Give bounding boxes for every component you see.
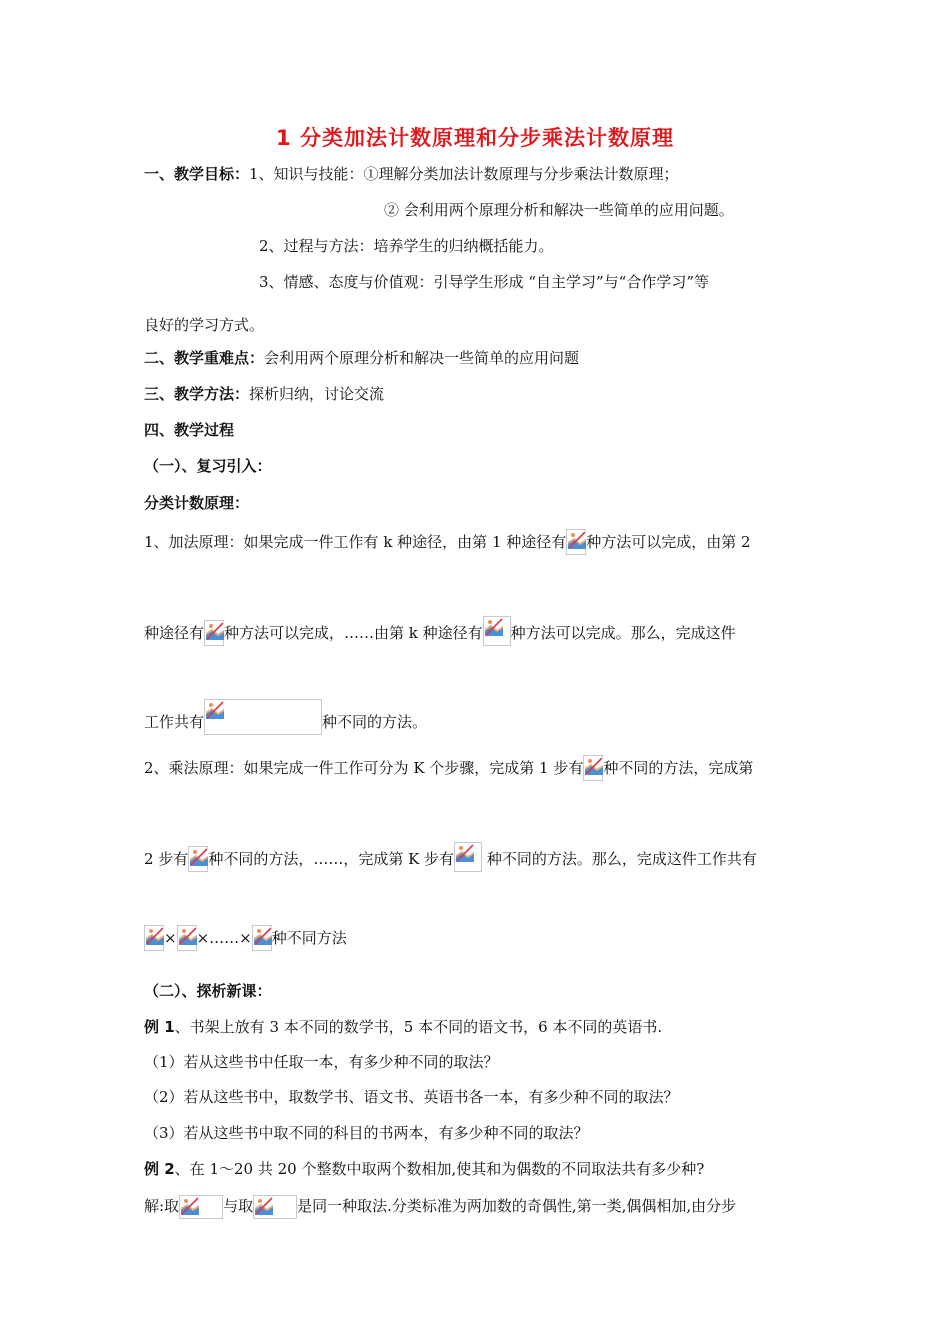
formula-image-icon <box>204 620 224 646</box>
formula-image-icon <box>566 529 586 555</box>
add-rule-text-1b: 种方法可以完成，由第 2 <box>586 533 751 551</box>
add-rule-text-2b: 种方法可以完成，……由第 k 种途径有 <box>224 624 483 642</box>
example-1-line <box>144 1016 662 1038</box>
mul-rule-text-2c: 种不同的方法。那么，完成这件工作共有 <box>482 850 757 868</box>
example-1-label: 例 1 <box>144 1018 175 1036</box>
formula-image-icon <box>204 699 322 735</box>
methods-text: 探析归纳，讨论交流 <box>249 385 385 403</box>
mul-rule-text-2b: 种不同的方法，……，完成第 K 步有 <box>208 850 455 868</box>
add-rule-line-3 <box>144 699 427 735</box>
page-title: 1 分类加法计数原理和分步乘法计数原理 <box>276 126 674 150</box>
formula-image-icon <box>483 616 511 646</box>
solution-text-a: 解:取 <box>144 1197 180 1215</box>
goals-item-3: 3、情感、态度与价值观：引导学生形成 “自主学习”与“合作学习”等 <box>259 273 709 291</box>
add-rule-text-2c: 种方法可以完成。那么，完成这件 <box>510 624 736 642</box>
formula-image-icon <box>188 846 208 872</box>
add-rule-line-2 <box>144 616 736 646</box>
mul-rule-text-1a: 2、乘法原理：如果完成一件工作可分为 K 个步骤，完成第 1 步有 <box>144 759 584 777</box>
goals-label: 一、教学目标： <box>144 165 250 183</box>
solution-text-c: 是同一种取法.分类标准为两加数的奇偶性,第一类,偶偶相加,由分步 <box>297 1197 737 1215</box>
add-rule-text-1a: 1、加法原理：如果完成一件工作有 k 种途径，由第 1 种途径有 <box>144 533 567 551</box>
process-heading: 四、教学过程 <box>144 421 235 439</box>
formula-image-icon <box>252 925 272 951</box>
goals-item-3b: 良好的学习方式。 <box>144 316 265 334</box>
review-heading: （一）、复习引入： <box>144 457 272 475</box>
example-1-q3: （3）若从这些书中取不同的科目的书两本，有多少种不同的取法？ <box>144 1124 589 1142</box>
formula-image-icon <box>144 925 164 951</box>
example-2-line <box>144 1158 704 1180</box>
example-1-text: 、书架上放有 3 本不同的数学书，5 本不同的语文书，6 本不同的英语书. <box>174 1018 663 1036</box>
add-rule-text-3a: 工作共有 <box>144 713 205 731</box>
example-1-q1: （1）若从这些书中任取一本，有多少种不同的取法？ <box>144 1053 499 1071</box>
solution-text-b: 与取 <box>223 1197 254 1215</box>
mul-rule-line-1 <box>144 755 753 781</box>
goals-item-2: 2、过程与方法：培养学生的归纳概括能力。 <box>259 237 554 255</box>
add-rule-text-3b: 种不同的方法。 <box>322 713 428 731</box>
add-rule-text-2a: 种途径有 <box>144 624 205 642</box>
explore-heading: （二）、探析新课： <box>144 982 272 1000</box>
mul-rule-line-3 <box>144 925 347 951</box>
goals-item-1: 1、知识与技能：①理解分类加法计数原理与分步乘法计数原理； <box>249 165 679 183</box>
times-ellipsis: ×……× <box>196 929 252 947</box>
keypoints-label: 二、教学重难点： <box>144 349 265 367</box>
keypoints-line <box>144 347 579 369</box>
example-2-text: 、在 1～20 共 20 个整数中取两个数相加,使其和为偶数的不同取法共有多少种? <box>174 1160 705 1178</box>
mul-rule-text-1b: 种不同的方法，完成第 <box>603 759 754 777</box>
methods-label: 三、教学方法： <box>144 385 250 403</box>
mul-rule-line-2 <box>144 842 757 872</box>
formula-image-icon <box>253 1195 297 1219</box>
formula-image-icon <box>454 842 482 872</box>
keypoints-text: 会利用两个原理分析和解决一些简单的应用问题 <box>264 349 580 367</box>
example-2-solution <box>144 1195 736 1219</box>
example-1-q2: （2）若从这些书中，取数学书、语文书、英语书各一本，有多少种不同的取法？ <box>144 1088 679 1106</box>
add-rule-line-1 <box>144 529 751 555</box>
methods-line <box>144 383 384 405</box>
goals-item-1b: ② 会利用两个原理分析和解决一些简单的应用问题。 <box>384 201 734 219</box>
formula-image-icon <box>179 1195 223 1219</box>
mul-rule-text-2a: 2 步有 <box>144 850 189 868</box>
mul-rule-text-3: 种不同方法 <box>271 929 347 947</box>
goals-line-1 <box>144 163 679 185</box>
classify-heading: 分类计数原理： <box>144 494 250 512</box>
formula-image-icon <box>583 755 603 781</box>
formula-image-icon <box>177 925 197 951</box>
example-2-label: 例 2 <box>144 1160 175 1178</box>
times-sign: × <box>164 929 177 947</box>
